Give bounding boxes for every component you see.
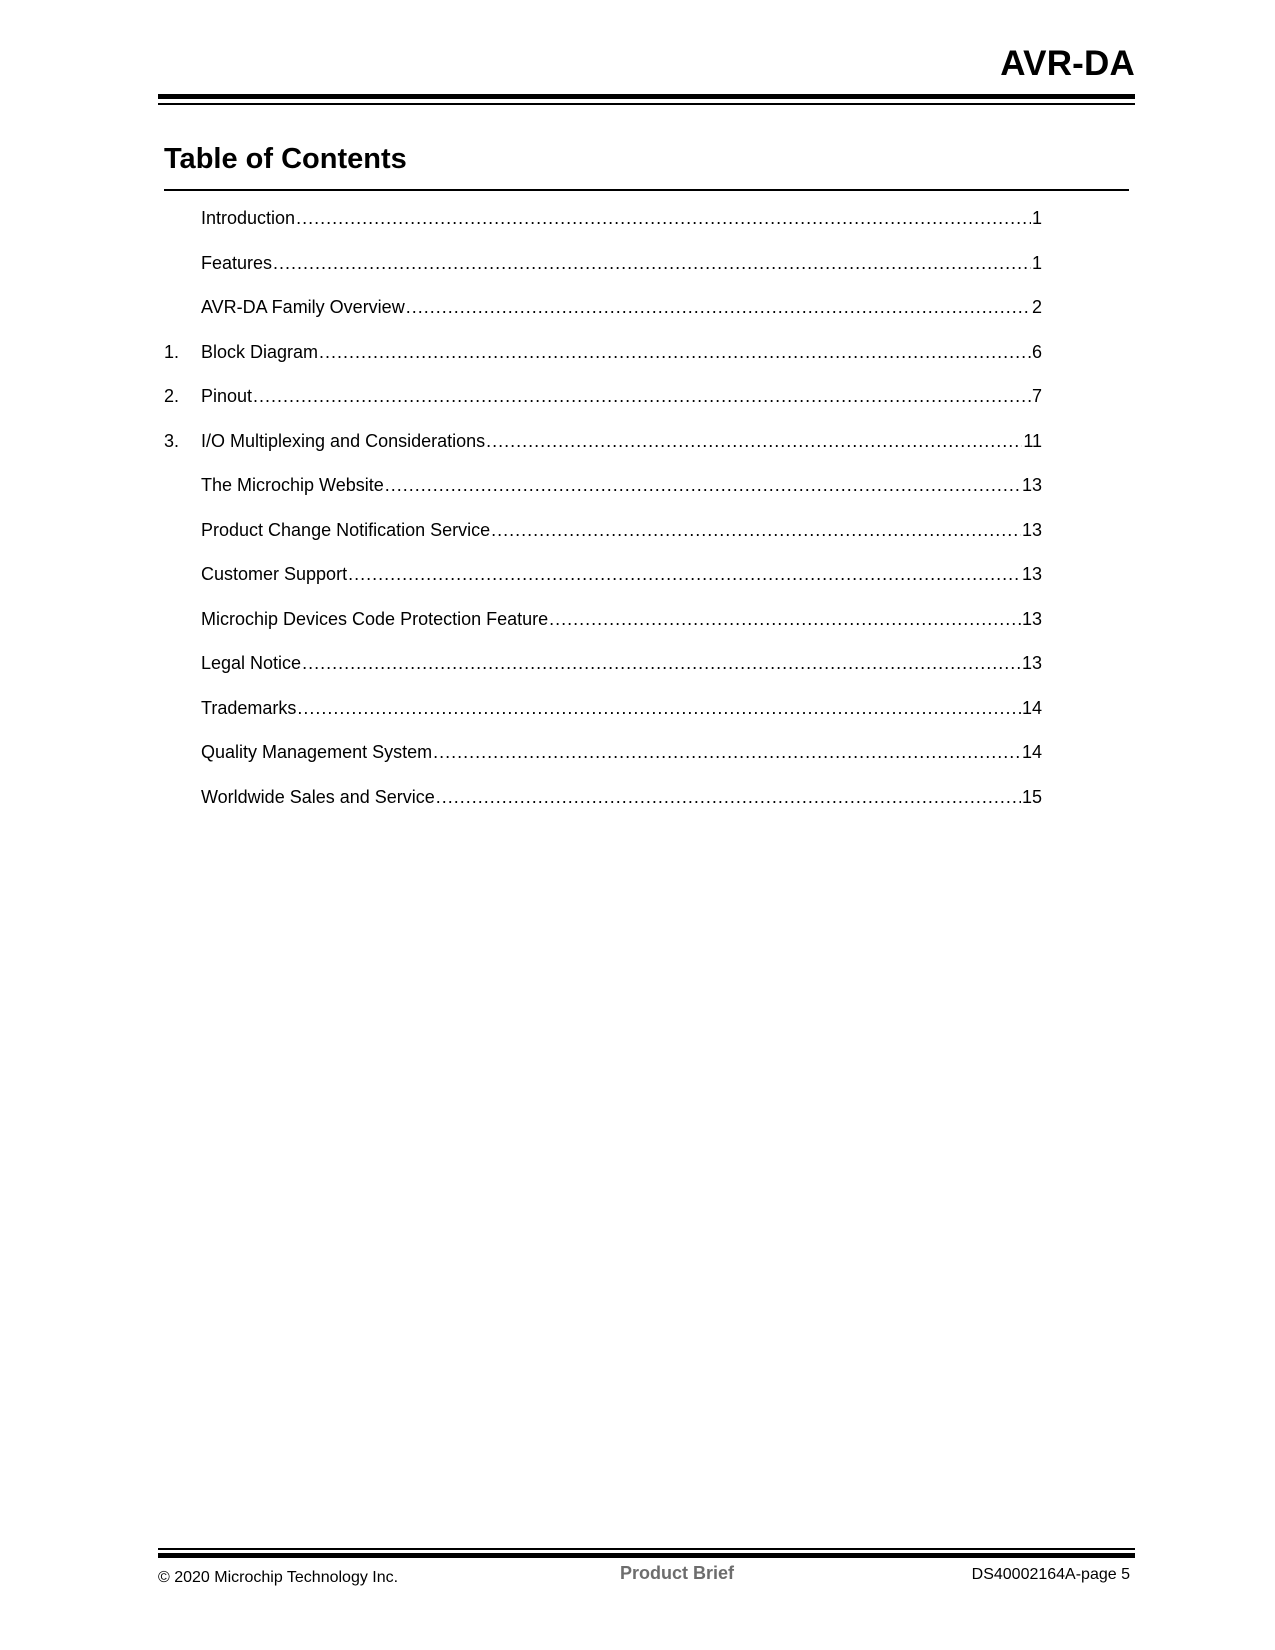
toc-entry-number: 1. (164, 341, 180, 362)
footer-rule-thin (158, 1548, 1135, 1550)
toc-entry-page: 7 (1031, 386, 1042, 406)
toc-dot-leader (302, 653, 1021, 674)
toc-dot-leader (406, 297, 1031, 318)
toc-entry-label: AVR-DA Family Overview (201, 297, 405, 317)
toc-dot-leader (385, 475, 1021, 496)
toc-entry-page: 13 (1021, 608, 1042, 629)
toc-heading: Table of Contents (164, 143, 407, 175)
toc-entry-label: Microchip Devices Code Protection Feature (201, 608, 549, 629)
toc-dot-leader (296, 208, 1031, 229)
toc-entry-page: 11 (1023, 430, 1042, 451)
toc-dot-leader (319, 342, 1031, 363)
toc-entry-page: 2 (1031, 297, 1042, 317)
toc-entry[interactable] (164, 742, 1042, 787)
toc-entry[interactable] (164, 653, 1042, 698)
toc-entry[interactable] (164, 386, 1042, 431)
footer-copyright: © 2020 Microchip Technology Inc. (158, 1569, 399, 1586)
toc-entry[interactable] (164, 787, 1042, 832)
toc-entry-page: 1 (1031, 208, 1042, 228)
toc-entry-label: Worldwide Sales and Service (201, 786, 435, 807)
toc-entry-page: 13 (1021, 653, 1042, 673)
toc-entry-page: 15 (1021, 786, 1042, 807)
footer-page-ref: DS40002164A-page 5 (971, 1566, 1130, 1583)
toc-dot-leader (491, 520, 1021, 541)
toc-entry-label: Features (201, 252, 273, 273)
toc-dot-leader (297, 698, 1021, 719)
toc-entry-label: Legal Notice (201, 653, 302, 673)
toc-entry[interactable] (164, 208, 1042, 253)
toc-entry[interactable] (164, 564, 1042, 609)
toc-dot-leader (253, 386, 1031, 407)
toc-entry[interactable] (164, 698, 1042, 743)
toc-dot-leader (549, 609, 1021, 630)
toc-entry-page: 6 (1031, 341, 1042, 362)
toc-entry-page: 1 (1031, 252, 1042, 273)
toc-dot-leader (436, 787, 1021, 808)
toc-entry[interactable] (164, 253, 1042, 298)
toc-entry-page: 13 (1021, 564, 1042, 584)
toc-entry-page: 13 (1021, 475, 1042, 495)
toc-entry-label: Introduction (201, 208, 296, 228)
toc-dot-leader (273, 253, 1031, 274)
toc-entry-label: Customer Support (201, 564, 348, 584)
footer-rule-thick (158, 1553, 1135, 1558)
toc-entry-label: I/O Multiplexing and Considerations (201, 430, 486, 451)
toc-entry-page: 13 (1021, 519, 1042, 540)
toc-entry-label: Trademarks (201, 697, 297, 718)
toc-entry-label: Product Change Notification Service (201, 519, 491, 540)
toc-dot-leader (486, 431, 1022, 452)
toc-heading-rule (164, 189, 1129, 191)
document-title: AVR-DA (1000, 44, 1135, 83)
toc-entry[interactable] (164, 342, 1042, 387)
toc-entry-label: Block Diagram (201, 341, 319, 362)
toc-entry[interactable] (164, 431, 1042, 476)
header-rule-thin (158, 103, 1135, 105)
toc-entry-label: Quality Management System (201, 742, 433, 762)
toc-entry-label: The Microchip Website (201, 475, 384, 495)
toc-entry-page: 14 (1021, 742, 1042, 762)
header-rule-thick (158, 94, 1135, 99)
toc-entry[interactable] (164, 475, 1042, 520)
toc-entry-page: 14 (1021, 697, 1042, 718)
toc-entry-number: 2. (164, 386, 180, 406)
toc-list (164, 208, 1042, 831)
toc-entry-label: Pinout (201, 386, 253, 406)
toc-entry-number: 3. (164, 430, 180, 451)
toc-entry[interactable] (164, 609, 1042, 654)
toc-dot-leader (433, 742, 1021, 763)
toc-entry[interactable] (164, 520, 1042, 565)
toc-entry[interactable] (164, 297, 1042, 342)
footer-doc-type: Product Brief (620, 1563, 735, 1583)
toc-dot-leader (348, 564, 1021, 585)
